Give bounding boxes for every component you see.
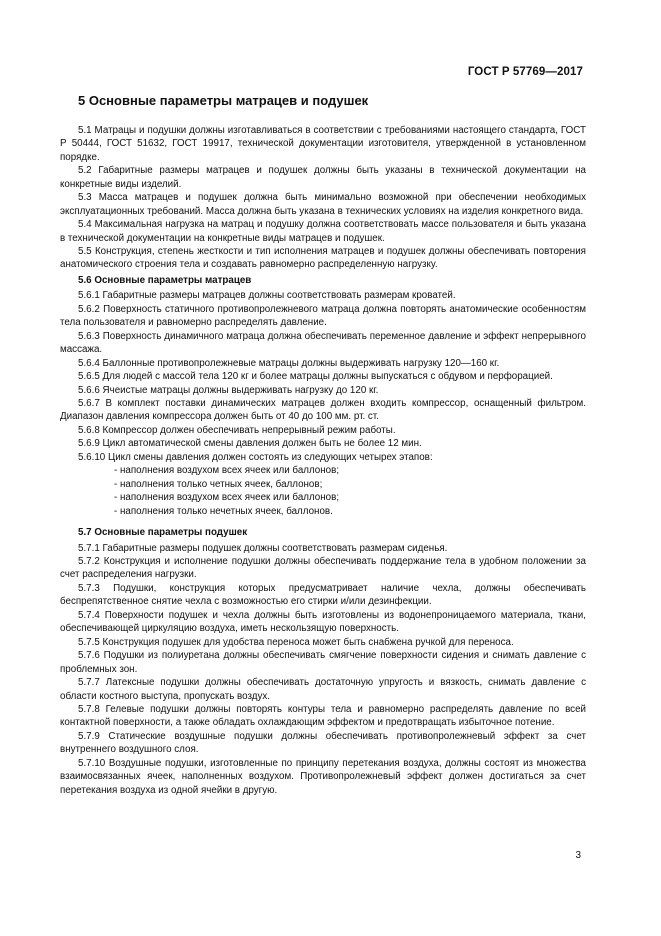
paragraph: 5.7.10 Воздушные подушки, изготовленные по принципу перетекания воздуха, должны состоят из множества взаимосвязанных ячеек, наполненных воздухом. Противопролежневый эффект должен достигаться за счет перетекания воздуха из одной ячейки в другую.	[60, 757, 586, 796]
paragraph: 5.7.5 Конструкция подушек для удобства переноса может быть снабжена ручкой для переноса.	[78, 636, 514, 648]
paragraph: 5.6.5 Для людей с массой тела 120 кг и более матрацы должны выпускаться с обдувом и перфорацией.	[78, 371, 553, 383]
list-item: - наполнения только нечетных ячеек, баллонов.	[114, 505, 333, 517]
page-number: 3	[575, 850, 581, 861]
document-body	[60, 124, 586, 797]
subsection-heading: 5.7 Основные параметры подушек	[78, 527, 248, 539]
paragraph: 5.7.9 Статические воздушные подушки должны обеспечивать противопролежневый эффект за счет внутреннего воздушного слоя.	[60, 730, 586, 756]
paragraph: 5.6.1 Габаритные размеры матрацев должны соответствовать размерам кроватей.	[78, 290, 456, 302]
paragraph: 5.6.6 Ячеистые матрацы должны выдерживать нагрузку до 120 кг.	[78, 384, 379, 396]
paragraph: 5.7.6 Подушки из полиуретана должны обеспечивать смягчение поверхности сидения и снимать давление с проблемных зон.	[60, 650, 586, 675]
paragraph: 5.7.2 Конструкция и исполнение подушки должны обеспечивать поддержание тела в удобном положении за счет распределения нагрузки.	[60, 556, 586, 581]
paragraph: 5.7.8 Гелевые подушки должны повторять контуры тела и равномерно распределять давление по всей контактной поверхности, а также обладать охлаждающим эффектом и предотвращать избыточное потение.	[60, 704, 586, 729]
paragraph: 5.6.7 В комплект поставки динамических матрацев должен входить компрессор, оснащенный фильтром. Диапазон давления компрессора должен быть от 40 до 100 мм. рт. ст.	[60, 398, 586, 423]
section-title: 5 Основные параметры матрацев и подушек	[78, 93, 369, 108]
paragraph: 5.6.2 Поверхность статичного противопролежневого матраца должна повторять анатомические особенностям тела пользователя и равномерно распределять давление.	[60, 303, 586, 329]
paragraph: 5.6.4 Баллонные противопролежневые матрацы должны выдерживать нагрузку 120—160 кг.	[78, 357, 500, 369]
paragraph: 5.3 Масса матрацев и подушек должна быть минимально возможной при обеспечении необходимых эксплуатационных требований. Масса должна быть указана в технических условиях на изделия конкретного вида.	[60, 192, 586, 217]
paragraph: 5.6.3 Поверхность динамичного матраца должна обеспечивать переменное давление и эффект непрерывного массажа.	[60, 330, 586, 356]
paragraph: 5.2 Габаритные размеры матрацев и подушек должны быть указаны в технической документации на конкретные виды изделий.	[60, 165, 586, 190]
paragraph: 5.6.8 Компрессор должен обеспечивать непрерывный режим работы.	[78, 424, 396, 436]
standard-number: ГОСТ Р 57769—2017	[467, 66, 583, 78]
list-item: - наполнения только четных ячеек, баллонов;	[114, 478, 323, 490]
paragraph: 5.6.10 Цикл смены давления должен состоять из следующих четырех этапов:	[78, 451, 433, 463]
paragraph: 5.4 Максимальная нагрузка на матрац и подушку должна соответствовать массе пользователя и быть указана в технической документации на конкретные виды матрацев и подушек.	[60, 219, 586, 244]
list-item: - наполнения воздухом всех ячеек или баллонов;	[114, 465, 340, 477]
subsection-heading: 5.6 Основные параметры матрацев	[78, 274, 252, 286]
paragraph: 5.7.1 Габаритные размеры подушек должны соответствовать размерам сиденья.	[78, 542, 448, 554]
paragraph: 5.6.9 Цикл автоматической смены давления должен быть не более 12 мин.	[78, 438, 422, 450]
paragraph: 5.7.7 Латексные подушки должны обеспечивать достаточную упругость и вязкость, снимать давление с области костного выступа, пропускать воздух.	[60, 677, 586, 702]
paragraph: 5.1 Матрацы и подушки должны изготавливаться в соответствии с требованиями настоящего стандарта, ГОСТ Р 50444, ГОСТ 51632, ГОСТ 19917, технической документации изготовителя, утвержденной в установленном порядке.	[60, 125, 586, 163]
paragraph: 5.7.3 Подушки, конструкция которых предусматривает наличие чехла, должны обеспечивать беспрепятственное снятие чехла с возможностью его стирки и/или дезинфекции.	[60, 582, 586, 608]
paragraph: 5.7.4 Поверхности подушек и чехла должны быть изготовлены из водонепроницаемого материала, ткани, обеспечивающей циркуляцию воздуха, иметь нескользящую поверхность.	[60, 609, 586, 635]
paragraph: 5.5 Конструкция, степень жесткости и тип исполнения матрацев и подушек должны обеспечивать повторения анатомического строения тела и создавать равномерно распределенную нагрузку.	[60, 246, 586, 271]
list-item: - наполнения воздухом всех ячеек или баллонов;	[114, 492, 340, 504]
